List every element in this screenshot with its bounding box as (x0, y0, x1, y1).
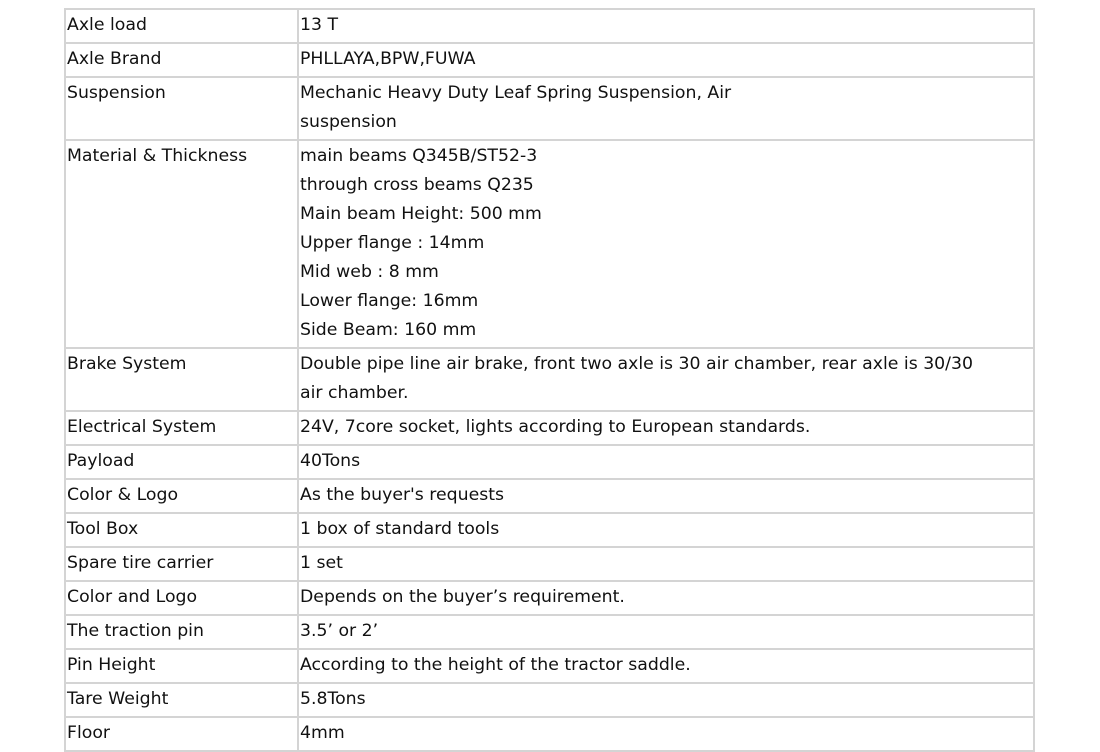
spec-value-line: PHLLAYA,BPW,FUWA (300, 49, 476, 69)
spec-value-line: Mid web : 8 mm (300, 262, 439, 282)
spec-value (298, 348, 1034, 411)
spec-value-line: Lower flange: 16mm (300, 291, 479, 311)
table-row (65, 615, 1034, 649)
table-row (65, 649, 1034, 683)
spec-value-line: 4mm (300, 723, 345, 743)
spec-value-line: Upper flange : 14mm (300, 233, 485, 253)
spec-value (298, 43, 1034, 77)
spec-value-line: 24V, 7core socket, lights according to European standards. (300, 417, 811, 437)
spec-label: Pin Height (65, 649, 298, 683)
spec-value (298, 513, 1034, 547)
spec-value-line: Mechanic Heavy Duty Leaf Spring Suspension, Air (300, 83, 732, 103)
table-row (65, 581, 1034, 615)
spec-label: Material & Thickness (65, 140, 298, 348)
spec-value (298, 683, 1034, 717)
spec-value-line: main beams Q345B/ST52-3 (300, 146, 538, 166)
spec-value (298, 9, 1034, 43)
spec-label: Brake System (65, 348, 298, 411)
spec-value-line: 40Tons (300, 451, 361, 471)
spec-label: Electrical System (65, 411, 298, 445)
spec-label: Tare Weight (65, 683, 298, 717)
spec-value (298, 581, 1034, 615)
spec-label: Color and Logo (65, 581, 298, 615)
table-row (65, 140, 1034, 348)
table-row (65, 348, 1034, 411)
table-row (65, 445, 1034, 479)
spec-value (298, 615, 1034, 649)
spec-value (298, 140, 1034, 348)
spec-value-line: According to the height of the tractor saddle. (300, 655, 691, 675)
spec-value-line: Side Beam: 160 mm (300, 320, 477, 340)
spec-value-line: 13 T (300, 15, 339, 35)
spec-label: Spare tire carrier (65, 547, 298, 581)
spec-value (298, 717, 1034, 751)
table-row (65, 513, 1034, 547)
spec-value (298, 445, 1034, 479)
spec-value-line: As the buyer's requests (300, 485, 504, 505)
spec-label: Payload (65, 445, 298, 479)
spec-value-line: Double pipe line air brake, front two axle is 30 air chamber, rear axle is 30/30 (300, 354, 973, 374)
spec-label: Color & Logo (65, 479, 298, 513)
spec-value-line: air chamber. (300, 383, 409, 403)
spec-label: Tool Box (65, 513, 298, 547)
spec-label: Axle load (65, 9, 298, 43)
table-row (65, 77, 1034, 140)
table-row (65, 683, 1034, 717)
spec-value-line: Main beam Height: 500 mm (300, 204, 542, 224)
spec-label: Suspension (65, 77, 298, 140)
table-row (65, 547, 1034, 581)
spec-value-line: 1 box of standard tools (300, 519, 500, 539)
spec-value (298, 547, 1034, 581)
table-row (65, 411, 1034, 445)
table-row (65, 717, 1034, 751)
spec-value (298, 77, 1034, 140)
spec-value-line: 1 set (300, 553, 343, 573)
spec-label: Axle Brand (65, 43, 298, 77)
spec-value-line: 5.8Tons (300, 689, 366, 709)
spec-table (64, 8, 1035, 752)
spec-label: Floor (65, 717, 298, 751)
table-row (65, 43, 1034, 77)
spec-value (298, 479, 1034, 513)
spec-label: The traction pin (65, 615, 298, 649)
spec-value-line: 3.5’ or 2’ (300, 621, 379, 641)
spec-value-line: suspension (300, 112, 397, 132)
table-row (65, 9, 1034, 43)
spec-value (298, 411, 1034, 445)
table-row (65, 479, 1034, 513)
spec-value-line: Depends on the buyer’s requirement. (300, 587, 625, 607)
spec-value (298, 649, 1034, 683)
spec-value-line: through cross beams Q235 (300, 175, 534, 195)
